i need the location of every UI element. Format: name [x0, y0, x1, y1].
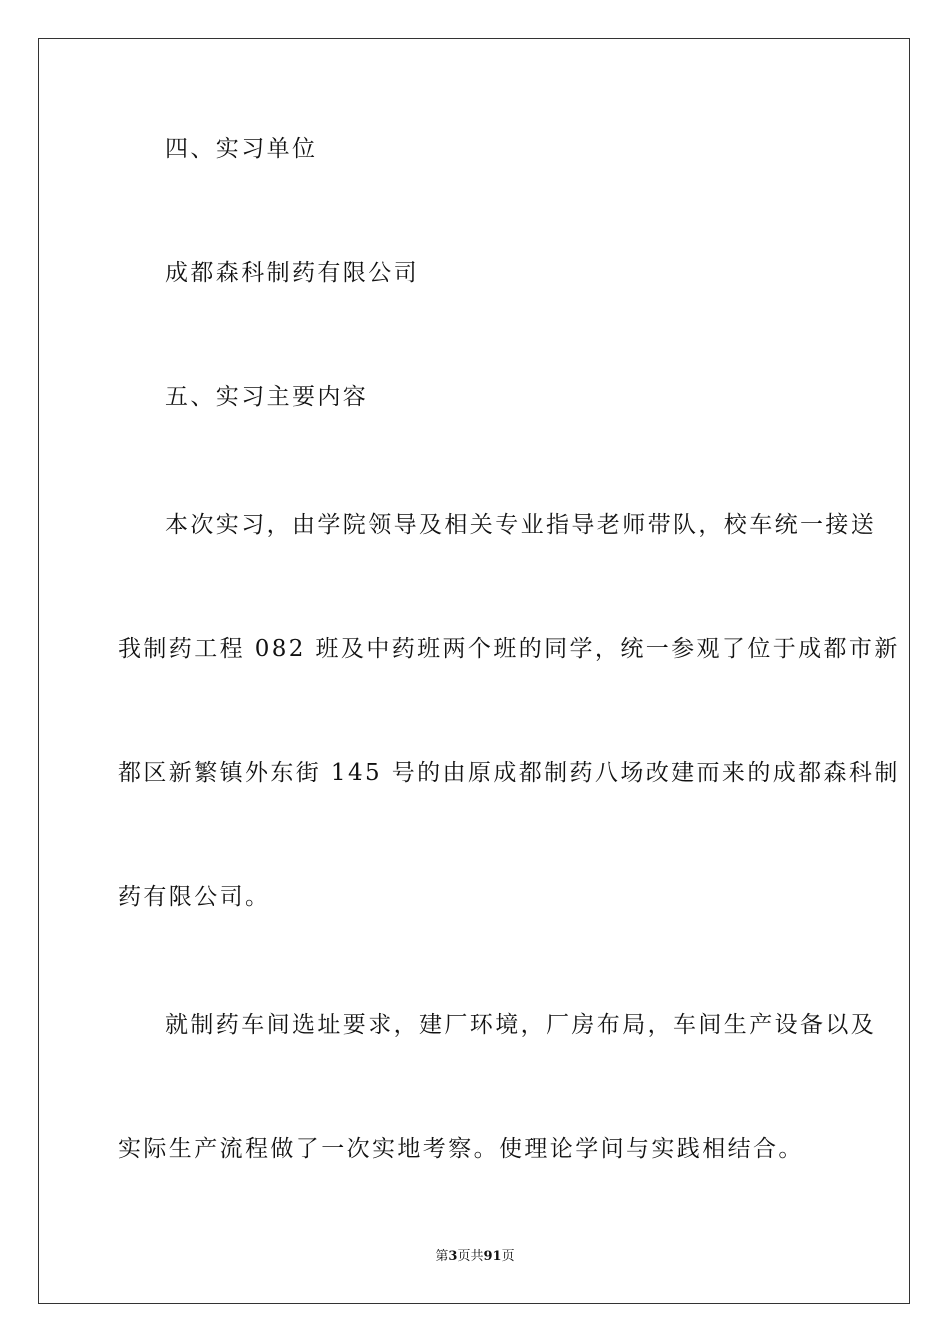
paragraph-1-line-3: 都区新繁镇外东街 145 号的由原成都制药八场改建而来的成都森科制	[118, 760, 900, 786]
paragraph-2-line-2: 实际生产流程做了一次实地考察。使理论学问与实践相结合。	[118, 1136, 804, 1162]
footer-page-number: 3	[448, 1249, 458, 1264]
footer-page-prefix: 第	[435, 1249, 449, 1264]
page-footer	[0, 1248, 950, 1266]
footer-total-pages: 91	[483, 1249, 502, 1264]
page-border	[38, 38, 910, 1304]
footer-total-suffix: 页	[501, 1249, 515, 1264]
company-name: 成都森科制药有限公司	[165, 260, 419, 286]
paragraph-2-line-1: 就制药车间选址要求，建厂环境，厂房布局，车间生产设备以及	[165, 1012, 877, 1038]
section-heading-4: 四、实习单位	[165, 136, 318, 162]
footer-page-suffix: 页	[457, 1249, 471, 1264]
footer-total-prefix: 共	[470, 1249, 484, 1264]
paragraph-1-line-2: 我制药工程 082 班及中药班两个班的同学，统一参观了位于成都市新	[118, 636, 900, 662]
section-heading-5: 五、实习主要内容	[165, 384, 369, 410]
paragraph-1-line-1: 本次实习，由学院领导及相关专业指导老师带队，校车统一接送	[165, 512, 877, 538]
paragraph-1-line-4: 药有限公司。	[118, 884, 271, 910]
